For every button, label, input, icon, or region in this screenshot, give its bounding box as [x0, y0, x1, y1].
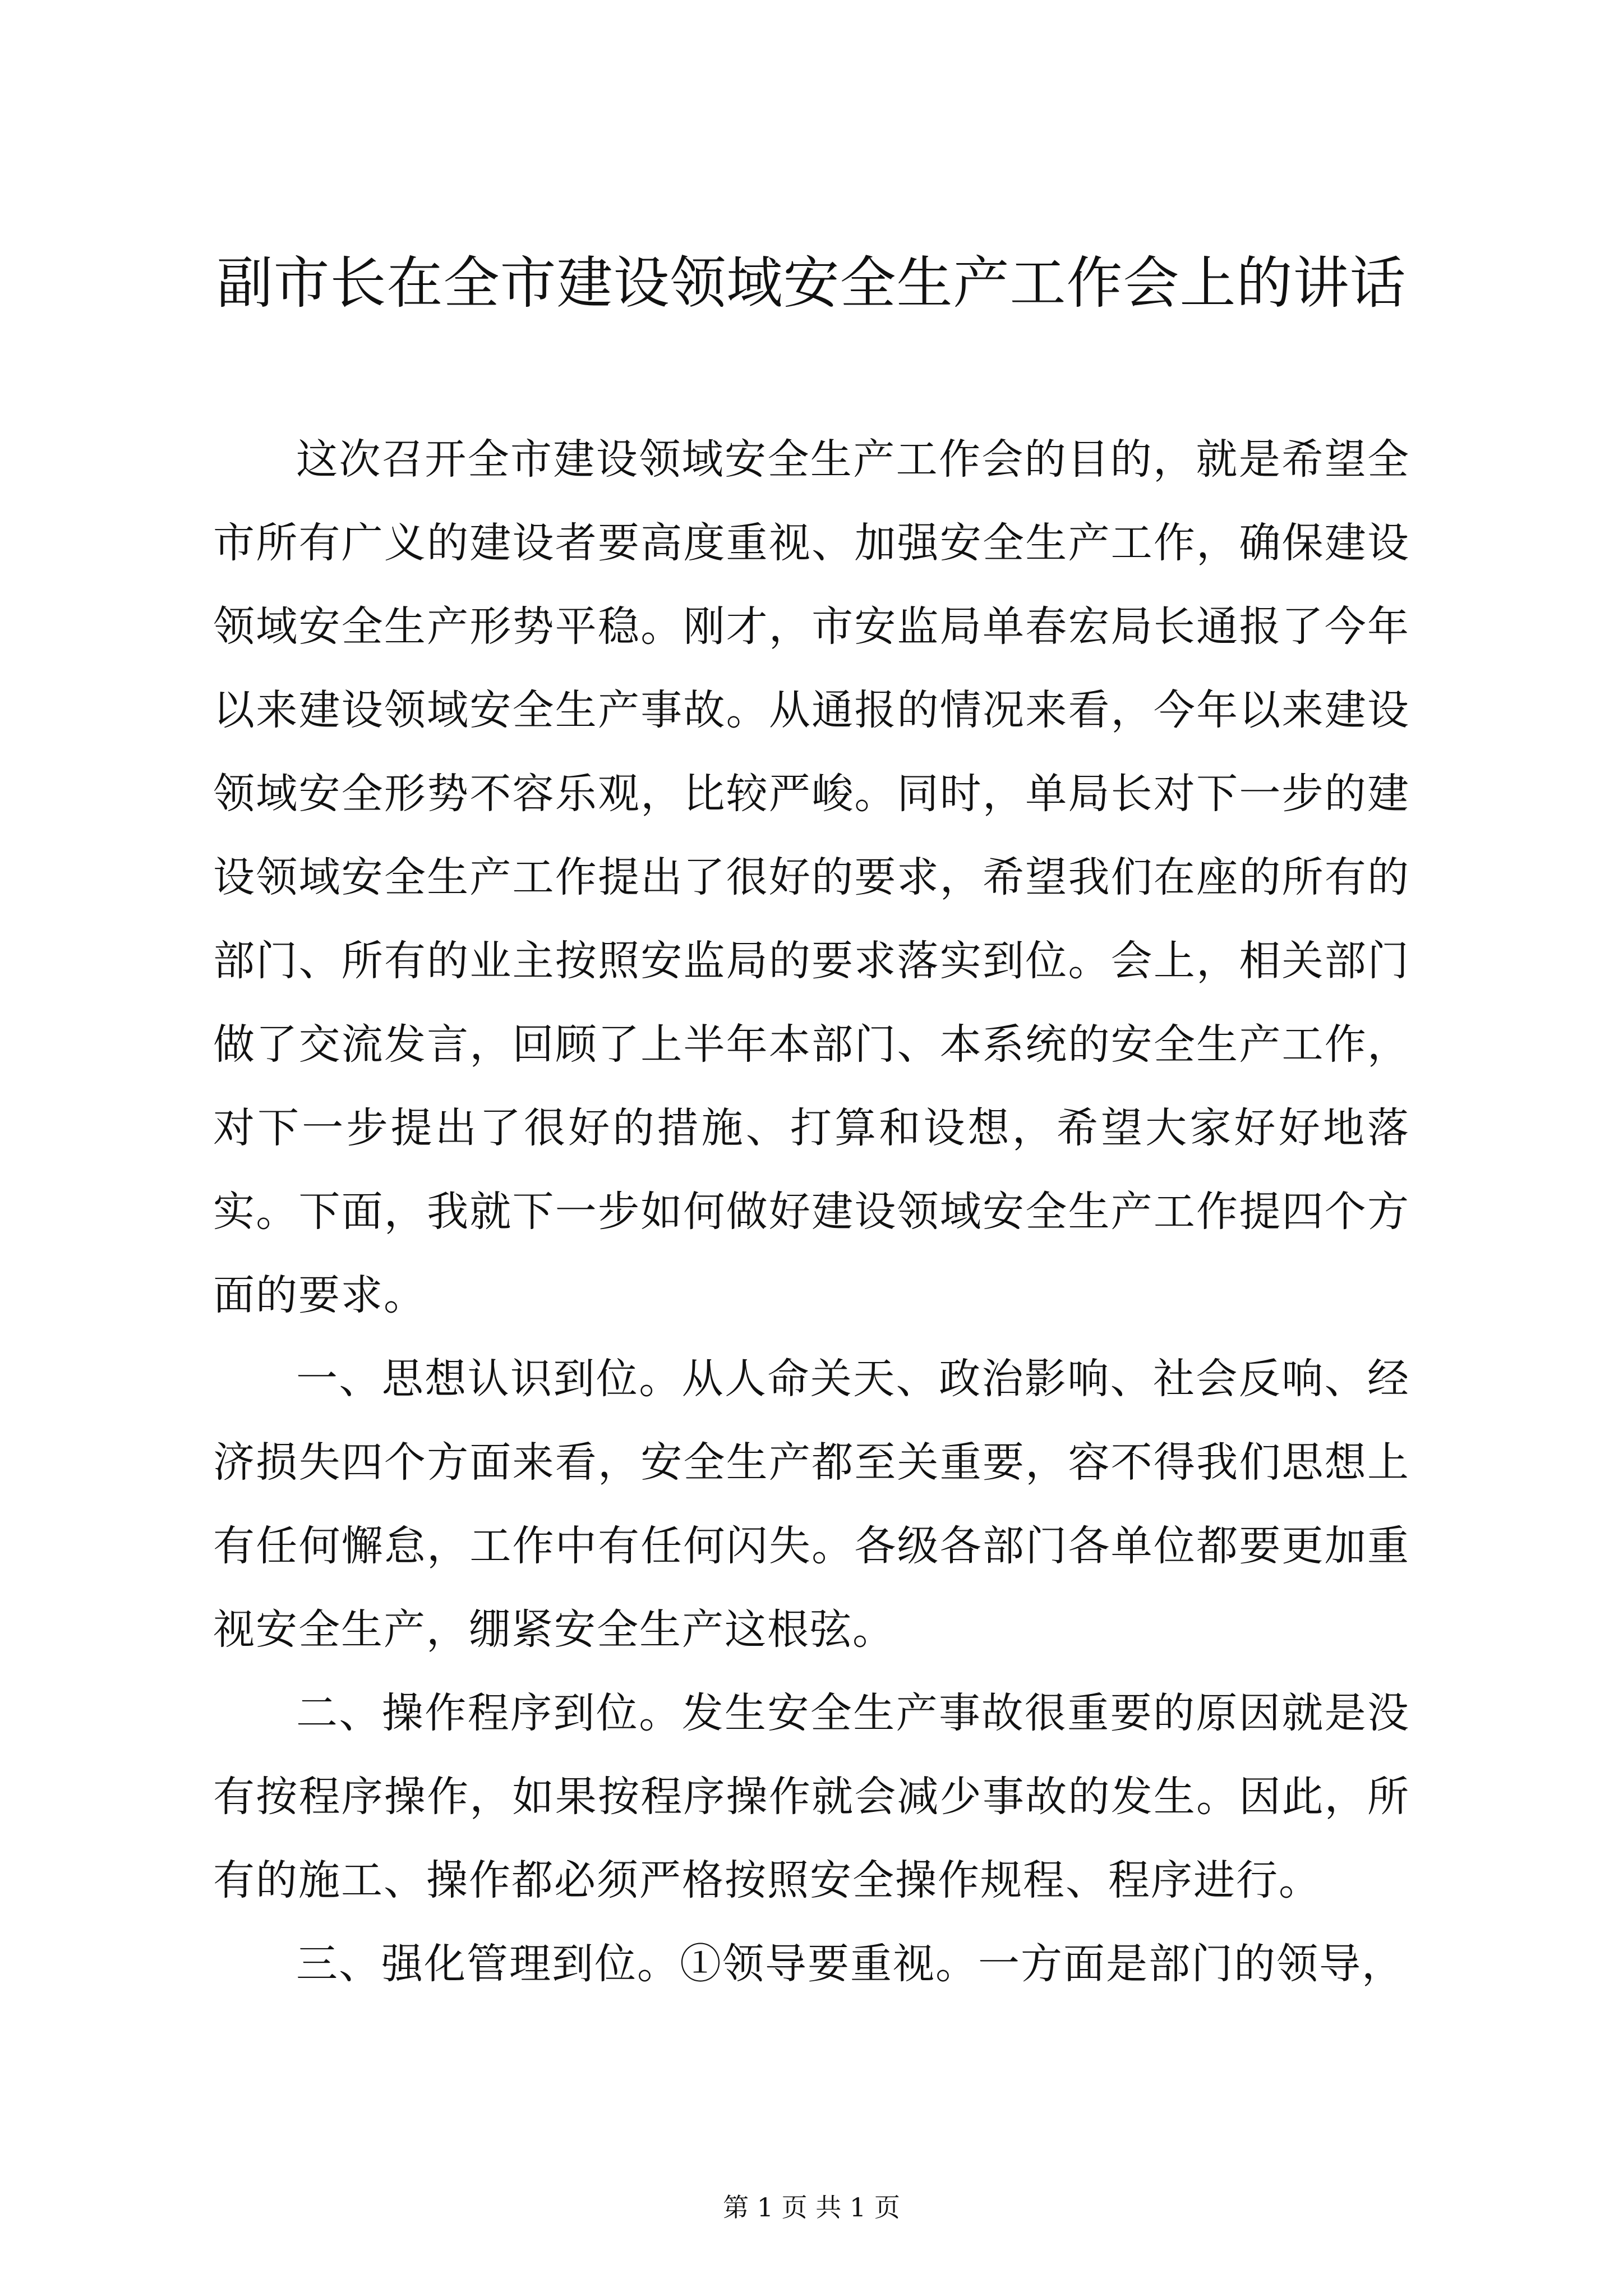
paragraph-point-3: 三、强化管理到位。①领导要重视。一方面是部门的领导， [296, 1940, 1404, 1988]
document-title: 副市长在全市建设领域安全生产工作会上的讲话 [216, 250, 1407, 316]
paragraph-point-1: 一、思想认识到位。从人命关天、政治影响、社会反响、经济损失四个方面来看，安全生产都至关重要，容不得我们思想上有任何懈怠，工作中有任何闪失。各级各部门各单位都要更加重视安全生产，绷紧安全生产这根弦。 [213, 1355, 1410, 1654]
paragraph-point-2: 二、操作程序到位。发生安全生产事故很重要的原因就是没有按程序操作，如果按程序操作就会减少事故的发生。因此，所有的施工、操作都必须严格按照安全操作规程、程序进行。 [213, 1689, 1410, 1904]
page-footer: 第 1 页 共 1 页 [723, 2192, 900, 2223]
document-body [213, 418, 1410, 2006]
paragraph-intro: 这次召开全市建设领域安全生产工作会的目的，就是希望全市所有广义的建设者要高度重视、加强安全生产工作，确保建设领域安全生产形势平稳。刚才，市安监局单春宏局长通报了今年以来建设领域安全生产事故。从通报的情况来看，今年以来建设领域安全形势不容乐观，比较严峻。同时，单局长对下一步的建设领域安全生产工作提出了很好的要求，希望我们在座的所有的部门、所有的业主按照安监局的要求落实到位。会上，相关部门做了交流发言，回顾了上半年本部门、本系统的安全生产工作，对下一步提出了很好的措施、打算和设想，希望大家好好地落实。下面，我就下一步如何做好建设领域安全生产工作提四个方面的要求。 [213, 435, 1410, 1319]
